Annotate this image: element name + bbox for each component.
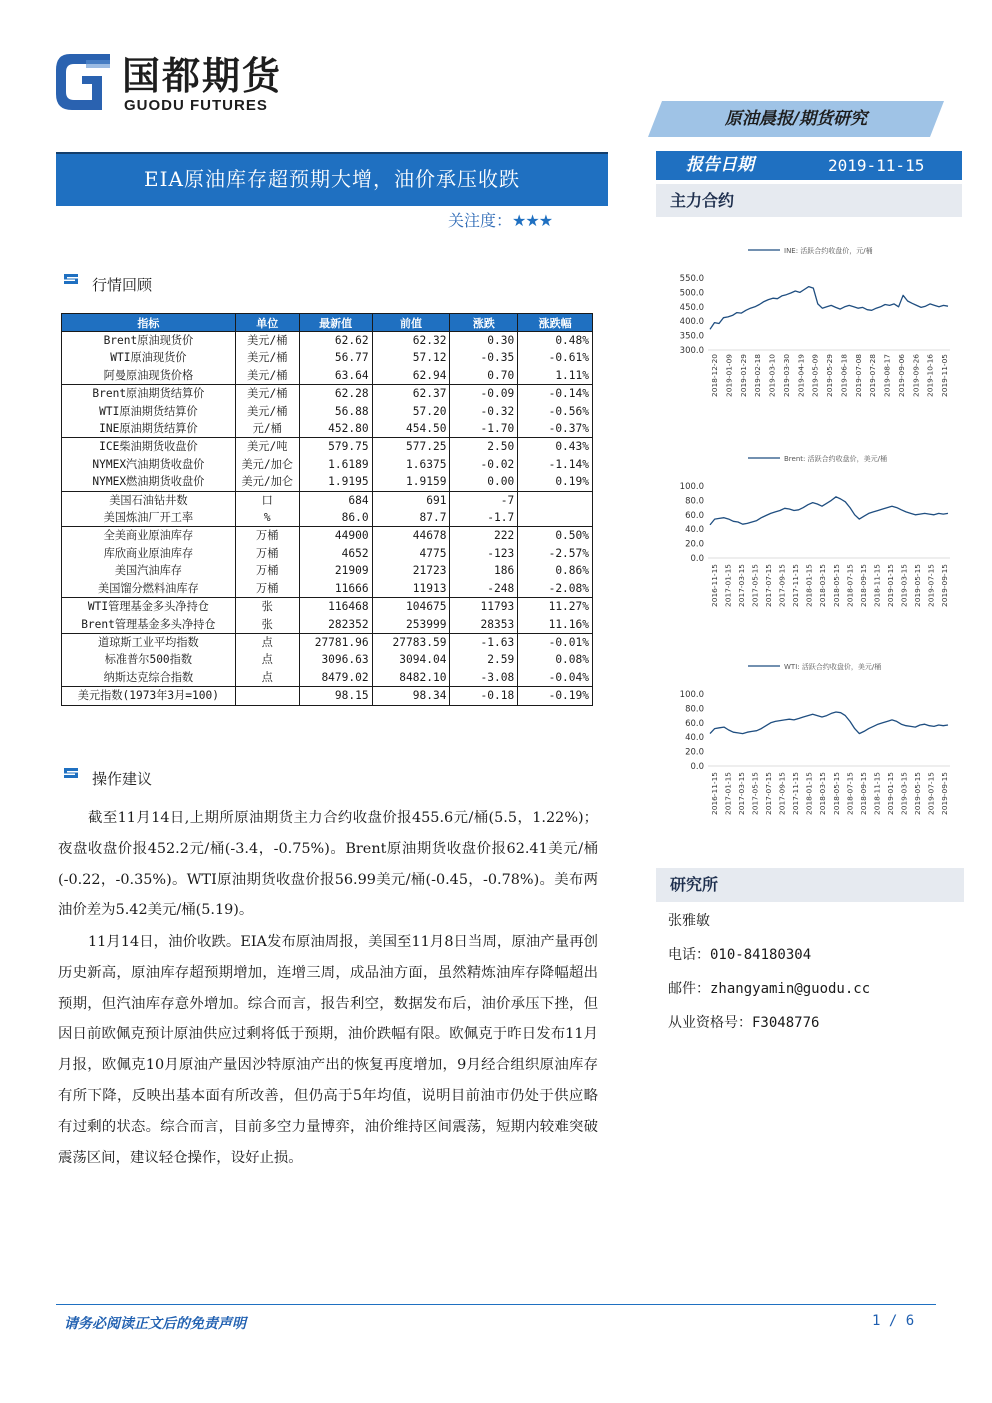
x-tick-label: 2019-07-15 bbox=[926, 564, 936, 607]
header-banner-text: 原油晨报/期货研究 bbox=[724, 109, 868, 129]
attention-rating bbox=[448, 208, 552, 231]
table-row bbox=[62, 349, 593, 366]
table-cell: 阿曼原油现货价格 bbox=[62, 367, 236, 385]
table-cell bbox=[518, 509, 593, 527]
table-cell: 纳斯达克综合指数 bbox=[62, 669, 236, 687]
table-cell: 21723 bbox=[372, 562, 450, 579]
x-tick-label: 2017-07-15 bbox=[764, 564, 774, 607]
table-cell: 3096.63 bbox=[299, 651, 372, 668]
table-row bbox=[62, 669, 593, 687]
table-row bbox=[62, 687, 593, 705]
table-cell: Brent原油现货价 bbox=[62, 332, 236, 350]
table-cell: -0.18 bbox=[450, 687, 518, 705]
table-cell: -2.08% bbox=[518, 580, 593, 598]
table-cell: 美国炼油厂开工率 bbox=[62, 509, 236, 527]
x-tick-label: 2018-03-15 bbox=[818, 772, 828, 815]
table-cell: 万桶 bbox=[235, 580, 299, 598]
table-cell: 579.75 bbox=[299, 438, 372, 456]
x-tick-label: 2019-08-17 bbox=[882, 354, 892, 397]
table-cell: 张 bbox=[235, 598, 299, 616]
table-cell: 116468 bbox=[299, 598, 372, 616]
x-tick-label: 2019-01-09 bbox=[724, 354, 734, 397]
footer-divider bbox=[56, 1304, 936, 1305]
price-series-line bbox=[710, 287, 948, 330]
table-cell: 美元/加仑 bbox=[235, 456, 299, 473]
table-cell: 56.88 bbox=[299, 403, 372, 420]
table-cell: -1.7 bbox=[450, 509, 518, 527]
y-tick-label: 350.0 bbox=[679, 331, 704, 342]
y-tick-label: 400.0 bbox=[679, 317, 704, 328]
table-cell: 0.50% bbox=[518, 527, 593, 545]
x-tick-label: 2019-03-10 bbox=[767, 354, 777, 397]
section-market-review: 行情回顾 bbox=[92, 276, 153, 294]
table-header-cell: 涨跌 bbox=[450, 314, 518, 332]
table-cell: -0.04% bbox=[518, 669, 593, 687]
table-cell: WTI原油现货价 bbox=[62, 349, 236, 366]
table-cell: 11913 bbox=[372, 580, 450, 598]
table-cell: -3.08 bbox=[450, 669, 518, 687]
table-cell: 美国石油钻井数 bbox=[62, 491, 236, 509]
table-cell: 98.15 bbox=[299, 687, 372, 705]
price-series-line bbox=[710, 712, 948, 734]
x-tick-label: 2017-05-15 bbox=[750, 772, 760, 815]
guodu-logo-icon bbox=[52, 50, 114, 114]
x-tick-label: 2018-11-15 bbox=[872, 772, 882, 815]
table-cell: 186 bbox=[450, 562, 518, 579]
table-cell bbox=[518, 491, 593, 509]
table-row bbox=[62, 580, 593, 598]
x-tick-label: 2019-09-26 bbox=[911, 354, 921, 397]
table-cell: 27783.59 bbox=[372, 633, 450, 651]
table-cell: -7 bbox=[450, 491, 518, 509]
x-tick-label: 2017-11-15 bbox=[791, 564, 801, 607]
section-bullet-icon bbox=[61, 766, 81, 780]
table-cell: 库欣商业原油库存 bbox=[62, 545, 236, 562]
table-cell: NYMEX汽油期货收盘价 bbox=[62, 456, 236, 473]
table-cell: WTI管理基金多头净持仓 bbox=[62, 598, 236, 616]
table-cell: 1.11% bbox=[518, 367, 593, 385]
table-cell: 11793 bbox=[450, 598, 518, 616]
table-cell: 1.6375 bbox=[372, 456, 450, 473]
wti-price-chart bbox=[656, 654, 956, 826]
x-tick-label: 2018-09-15 bbox=[858, 564, 868, 607]
price-series-line bbox=[710, 497, 948, 525]
analyst-phone bbox=[668, 944, 811, 964]
table-cell: -248 bbox=[450, 580, 518, 598]
x-tick-label: 2019-10-16 bbox=[925, 354, 935, 397]
y-tick-label: 40.0 bbox=[685, 733, 704, 744]
table-cell: 56.77 bbox=[299, 349, 372, 366]
x-tick-label: 2019-03-15 bbox=[899, 772, 909, 815]
table-cell: 0.08% bbox=[518, 651, 593, 668]
report-title: EIA原油库存超预期大增，油价承压收跌 bbox=[144, 167, 520, 191]
table-header-cell: 涨跌幅 bbox=[518, 314, 593, 332]
table-row bbox=[62, 385, 593, 403]
x-tick-label: 2019-02-18 bbox=[753, 354, 763, 397]
table-cell: -0.61% bbox=[518, 349, 593, 366]
y-tick-label: 100.0 bbox=[679, 690, 704, 700]
x-tick-label: 2019-06-18 bbox=[839, 354, 849, 397]
table-cell: 点 bbox=[235, 633, 299, 651]
x-tick-label: 2017-03-15 bbox=[737, 564, 747, 607]
table-row bbox=[62, 509, 593, 527]
y-tick-label: 60.0 bbox=[685, 510, 704, 521]
table-cell: -0.35 bbox=[450, 349, 518, 366]
table-header-row bbox=[62, 314, 593, 332]
x-tick-label: 2019-05-15 bbox=[912, 772, 922, 815]
table-cell: -0.02 bbox=[450, 456, 518, 473]
table-cell: 0.70 bbox=[450, 367, 518, 385]
table-cell: 4652 bbox=[299, 545, 372, 562]
x-tick-label: 2017-07-15 bbox=[764, 772, 774, 815]
legend-label: INE: 活跃合约收盘价，元/桶 bbox=[784, 247, 873, 255]
y-tick-label: 60.0 bbox=[685, 718, 704, 729]
y-tick-label: 20.0 bbox=[685, 747, 704, 758]
x-tick-label: 2019-09-15 bbox=[940, 564, 949, 607]
table-cell: 0.48% bbox=[518, 332, 593, 350]
table-cell: 点 bbox=[235, 669, 299, 687]
table-cell: 27781.96 bbox=[299, 633, 372, 651]
y-tick-label: 100.0 bbox=[679, 482, 704, 492]
y-tick-label: 20.0 bbox=[685, 539, 704, 550]
table-cell: -0.01% bbox=[518, 633, 593, 651]
x-tick-label: 2018-07-15 bbox=[845, 564, 855, 607]
attention-stars: ★★★ bbox=[512, 211, 553, 230]
table-row bbox=[62, 438, 593, 456]
table-cell: 0.19% bbox=[518, 473, 593, 491]
table-cell: 57.12 bbox=[372, 349, 450, 366]
logo-english-name: GUODU FUTURES bbox=[124, 97, 268, 114]
table-cell: 86.0 bbox=[299, 509, 372, 527]
table-cell: 3094.04 bbox=[372, 651, 450, 668]
table-cell: 62.62 bbox=[299, 332, 372, 350]
x-tick-label: 2019-07-15 bbox=[926, 772, 936, 815]
table-cell: 全美商业原油库存 bbox=[62, 527, 236, 545]
x-tick-label: 2019-05-15 bbox=[912, 564, 922, 607]
table-cell: 张 bbox=[235, 616, 299, 634]
x-tick-label: 2018-05-15 bbox=[831, 772, 841, 815]
table-cell: 元/桶 bbox=[235, 420, 299, 438]
table-row bbox=[62, 562, 593, 579]
table-cell: 98.34 bbox=[372, 687, 450, 705]
table-cell: 62.94 bbox=[372, 367, 450, 385]
table-cell: 28353 bbox=[450, 616, 518, 634]
table-cell: WTI原油期货结算价 bbox=[62, 403, 236, 420]
cert-value: F3048776 bbox=[752, 1015, 820, 1031]
table-cell: 11.16% bbox=[518, 616, 593, 634]
table-cell: 282352 bbox=[299, 616, 372, 634]
y-tick-label: 40.0 bbox=[685, 525, 704, 536]
table-row bbox=[62, 403, 593, 420]
section-operation-advice: 操作建议 bbox=[92, 770, 153, 788]
phone-label: 电话： bbox=[668, 947, 710, 963]
table-cell: 点 bbox=[235, 651, 299, 668]
report-date-label: 报告日期 bbox=[686, 155, 754, 175]
x-tick-label: 2017-09-15 bbox=[777, 772, 787, 815]
main-contract-label: 主力合约 bbox=[670, 191, 735, 210]
table-cell: 0.30 bbox=[450, 332, 518, 350]
table-cell: 美元指数(1973年3月=100) bbox=[62, 687, 236, 705]
market-data-table bbox=[61, 313, 593, 706]
table-header-cell: 单位 bbox=[235, 314, 299, 332]
x-tick-label: 2018-09-15 bbox=[858, 772, 868, 815]
table-cell: 87.7 bbox=[372, 509, 450, 527]
table-cell: -1.70 bbox=[450, 420, 518, 438]
table-cell: 美元/桶 bbox=[235, 403, 299, 420]
x-tick-label: 2017-11-15 bbox=[791, 772, 801, 815]
x-tick-label: 2018-01-15 bbox=[804, 564, 814, 607]
table-row bbox=[62, 332, 593, 350]
table-cell: INE原油期货结算价 bbox=[62, 420, 236, 438]
table-cell: 44678 bbox=[372, 527, 450, 545]
table-row bbox=[62, 545, 593, 562]
table-cell: % bbox=[235, 509, 299, 527]
x-tick-label: 2019-05-09 bbox=[810, 354, 820, 397]
x-tick-label: 2017-03-15 bbox=[737, 772, 747, 815]
table-cell: 62.32 bbox=[372, 332, 450, 350]
table-cell: 684 bbox=[299, 491, 372, 509]
legend-label: WTI: 活跃合约收盘价，美元/桶 bbox=[784, 663, 882, 671]
report-date-value: 2019-11-15 bbox=[828, 156, 925, 175]
legend-label: Brent: 活跃合约收盘价，美元/桶 bbox=[784, 455, 887, 463]
table-row bbox=[62, 367, 593, 385]
table-cell: 美元/吨 bbox=[235, 438, 299, 456]
analyst-name: 张雅敏 bbox=[668, 913, 710, 929]
table-cell: 道琼斯工业平均指数 bbox=[62, 633, 236, 651]
table-cell: 0.00 bbox=[450, 473, 518, 491]
table-row bbox=[62, 420, 593, 438]
table-header-cell: 前值 bbox=[372, 314, 450, 332]
page-number: 1 / 6 bbox=[872, 1313, 915, 1329]
cert-label: 从业资格号： bbox=[668, 1015, 752, 1031]
table-cell: -0.19% bbox=[518, 687, 593, 705]
table-cell: 44900 bbox=[299, 527, 372, 545]
table-cell: 1.9159 bbox=[372, 473, 450, 491]
table-row bbox=[62, 598, 593, 616]
x-tick-label: 2018-01-15 bbox=[804, 772, 814, 815]
table-cell: 57.20 bbox=[372, 403, 450, 420]
table-row bbox=[62, 491, 593, 509]
table-row bbox=[62, 651, 593, 668]
x-tick-label: 2016-11-15 bbox=[710, 564, 719, 607]
table-cell: 0.86% bbox=[518, 562, 593, 579]
table-header-cell: 指标 bbox=[62, 314, 236, 332]
y-tick-label: 500.0 bbox=[679, 288, 704, 299]
table-cell: 美元/桶 bbox=[235, 332, 299, 350]
x-tick-label: 2019-01-15 bbox=[885, 772, 895, 815]
section-bullet-icon bbox=[61, 272, 81, 286]
table-cell: 253999 bbox=[372, 616, 450, 634]
x-tick-label: 2017-01-15 bbox=[723, 772, 733, 815]
x-tick-label: 2018-12-20 bbox=[710, 354, 719, 397]
table-row bbox=[62, 616, 593, 634]
table-row bbox=[62, 527, 593, 545]
attention-label: 关注度： bbox=[448, 211, 513, 230]
x-tick-label: 2019-09-06 bbox=[896, 354, 906, 397]
x-tick-label: 2019-01-15 bbox=[885, 564, 895, 607]
table-cell: -0.32 bbox=[450, 403, 518, 420]
table-cell: 11.27% bbox=[518, 598, 593, 616]
x-tick-label: 2017-05-15 bbox=[750, 564, 760, 607]
email-label: 邮件： bbox=[668, 981, 710, 997]
y-tick-label: 300.0 bbox=[679, 346, 704, 356]
x-tick-label: 2019-03-30 bbox=[781, 354, 791, 397]
table-cell: 美国馏分燃料油库存 bbox=[62, 580, 236, 598]
table-row bbox=[62, 633, 593, 651]
table-cell: ICE柴油期货收盘价 bbox=[62, 438, 236, 456]
table-cell bbox=[235, 687, 299, 705]
table-cell: -1.63 bbox=[450, 633, 518, 651]
x-tick-label: 2018-05-15 bbox=[831, 564, 841, 607]
table-cell: 8479.02 bbox=[299, 669, 372, 687]
table-cell: 452.80 bbox=[299, 420, 372, 438]
table-cell: 104675 bbox=[372, 598, 450, 616]
x-tick-label: 2018-07-15 bbox=[845, 772, 855, 815]
table-cell: 454.50 bbox=[372, 420, 450, 438]
table-cell: -0.14% bbox=[518, 385, 593, 403]
x-tick-label: 2018-11-15 bbox=[872, 564, 882, 607]
table-cell: -0.56% bbox=[518, 403, 593, 420]
paragraph-market-analysis: 11月14日，油价收跌。EIA发布原油周报，美国至11月8日当周，原油产量再创历史新高，原油库存超预期增加，连增三周，成品油方面，虽然精炼油库存降幅超出预期，但汽油库存意外增加。综合而言，报告利空，数据发布后，油价承压下挫，但因日前欧佩克预计原油供应过剩将低于预期，油价跌幅有限。欧佩克于昨日发布11月月报，欧佩克10月原油产量因沙特原油产出的恢复再度增加，9月经合组织原油库存有所下降，反映出基本面有所改善，但仍高于5年均值，说明目前油市仍处于供应略有过剩的状态。综合而言，目前多空力量博弈，油价维持区间震荡，短期内较难突破震荡区间，建议轻仓操作，设好止损。 bbox=[58, 934, 598, 1166]
x-tick-label: 2019-09-15 bbox=[940, 772, 949, 815]
table-cell: NYMEX燃油期货收盘价 bbox=[62, 473, 236, 491]
table-cell: 62.28 bbox=[299, 385, 372, 403]
table-cell: Brent管理基金多头净持仓 bbox=[62, 616, 236, 634]
footer-disclaimer[interactable]: 请务必阅读正文后的免责声明 bbox=[64, 1316, 246, 1332]
table-cell: 691 bbox=[372, 491, 450, 509]
x-tick-label: 2017-09-15 bbox=[777, 564, 787, 607]
logo-chinese-name: 国都期货 bbox=[122, 54, 283, 98]
table-cell: 标准普尔500指数 bbox=[62, 651, 236, 668]
x-tick-label: 2019-07-08 bbox=[853, 354, 863, 397]
research-title: 研究所 bbox=[670, 875, 719, 894]
table-cell: -123 bbox=[450, 545, 518, 562]
y-tick-label: 80.0 bbox=[685, 704, 704, 715]
table-cell: -1.14% bbox=[518, 456, 593, 473]
table-cell: -0.09 bbox=[450, 385, 518, 403]
table-cell: 577.25 bbox=[372, 438, 450, 456]
table-row bbox=[62, 473, 593, 491]
y-tick-label: 450.0 bbox=[679, 302, 704, 313]
table-cell: 2.50 bbox=[450, 438, 518, 456]
table-cell: 21909 bbox=[299, 562, 372, 579]
paragraph-price-summary: 截至11月14日,上期所原油期货主力合约收盘价报455.6元/桶(5.5，1.22%)；夜盘收盘价报452.2元/桶(-3.4，-0.75%)。Brent原油期货收盘价报62.41美元/桶(-0.22，-0.35%)。WTI原油期货收盘价报56.99美元/桶(-0.45，-0.78%)。美布两油价差为5.42美元/桶(5.19)。 bbox=[58, 810, 598, 919]
table-cell: 美元/桶 bbox=[235, 385, 299, 403]
table-cell: Brent原油期货结算价 bbox=[62, 385, 236, 403]
y-tick-label: 550.0 bbox=[679, 274, 704, 284]
table-cell: 1.6189 bbox=[299, 456, 372, 473]
email-link[interactable]: zhangyamin@guodu.cc bbox=[710, 981, 871, 997]
ine-price-chart bbox=[656, 236, 956, 412]
table-cell: 1.9195 bbox=[299, 473, 372, 491]
x-tick-label: 2016-11-15 bbox=[710, 772, 719, 815]
y-tick-label: 80.0 bbox=[685, 496, 704, 507]
x-tick-label: 2019-07-28 bbox=[868, 354, 878, 397]
x-tick-label: 2018-03-15 bbox=[818, 564, 828, 607]
table-cell: 4775 bbox=[372, 545, 450, 562]
table-cell: 0.43% bbox=[518, 438, 593, 456]
table-cell: 美国汽油库存 bbox=[62, 562, 236, 579]
table-cell: 62.37 bbox=[372, 385, 450, 403]
table-cell: 万桶 bbox=[235, 562, 299, 579]
table-cell: 口 bbox=[235, 491, 299, 509]
table-header-cell: 最新值 bbox=[299, 314, 372, 332]
table-row bbox=[62, 456, 593, 473]
x-tick-label: 2019-03-15 bbox=[899, 564, 909, 607]
table-cell: 2.59 bbox=[450, 651, 518, 668]
table-cell: 万桶 bbox=[235, 527, 299, 545]
phone-value: 010-84180304 bbox=[710, 947, 812, 963]
table-cell: 8482.10 bbox=[372, 669, 450, 687]
analyst-email bbox=[668, 978, 870, 998]
table-cell: 222 bbox=[450, 527, 518, 545]
x-tick-label: 2019-04-19 bbox=[796, 354, 806, 397]
x-tick-label: 2017-01-15 bbox=[723, 564, 733, 607]
table-cell: -0.37% bbox=[518, 420, 593, 438]
y-tick-label: 0.0 bbox=[690, 554, 704, 564]
y-tick-label: 0.0 bbox=[690, 762, 704, 772]
table-cell: -2.57% bbox=[518, 545, 593, 562]
table-cell: 万桶 bbox=[235, 545, 299, 562]
table-cell: 美元/桶 bbox=[235, 367, 299, 385]
x-tick-label: 2019-05-29 bbox=[825, 354, 834, 397]
table-cell: 63.64 bbox=[299, 367, 372, 385]
x-tick-label: 2019-11-05 bbox=[940, 354, 949, 397]
table-cell: 美元/加仑 bbox=[235, 473, 299, 491]
analyst-certificate bbox=[668, 1012, 819, 1032]
brent-price-chart bbox=[656, 446, 956, 630]
table-cell: 美元/桶 bbox=[235, 349, 299, 366]
table-cell: 11666 bbox=[299, 580, 372, 598]
x-tick-label: 2019-01-29 bbox=[738, 354, 748, 397]
